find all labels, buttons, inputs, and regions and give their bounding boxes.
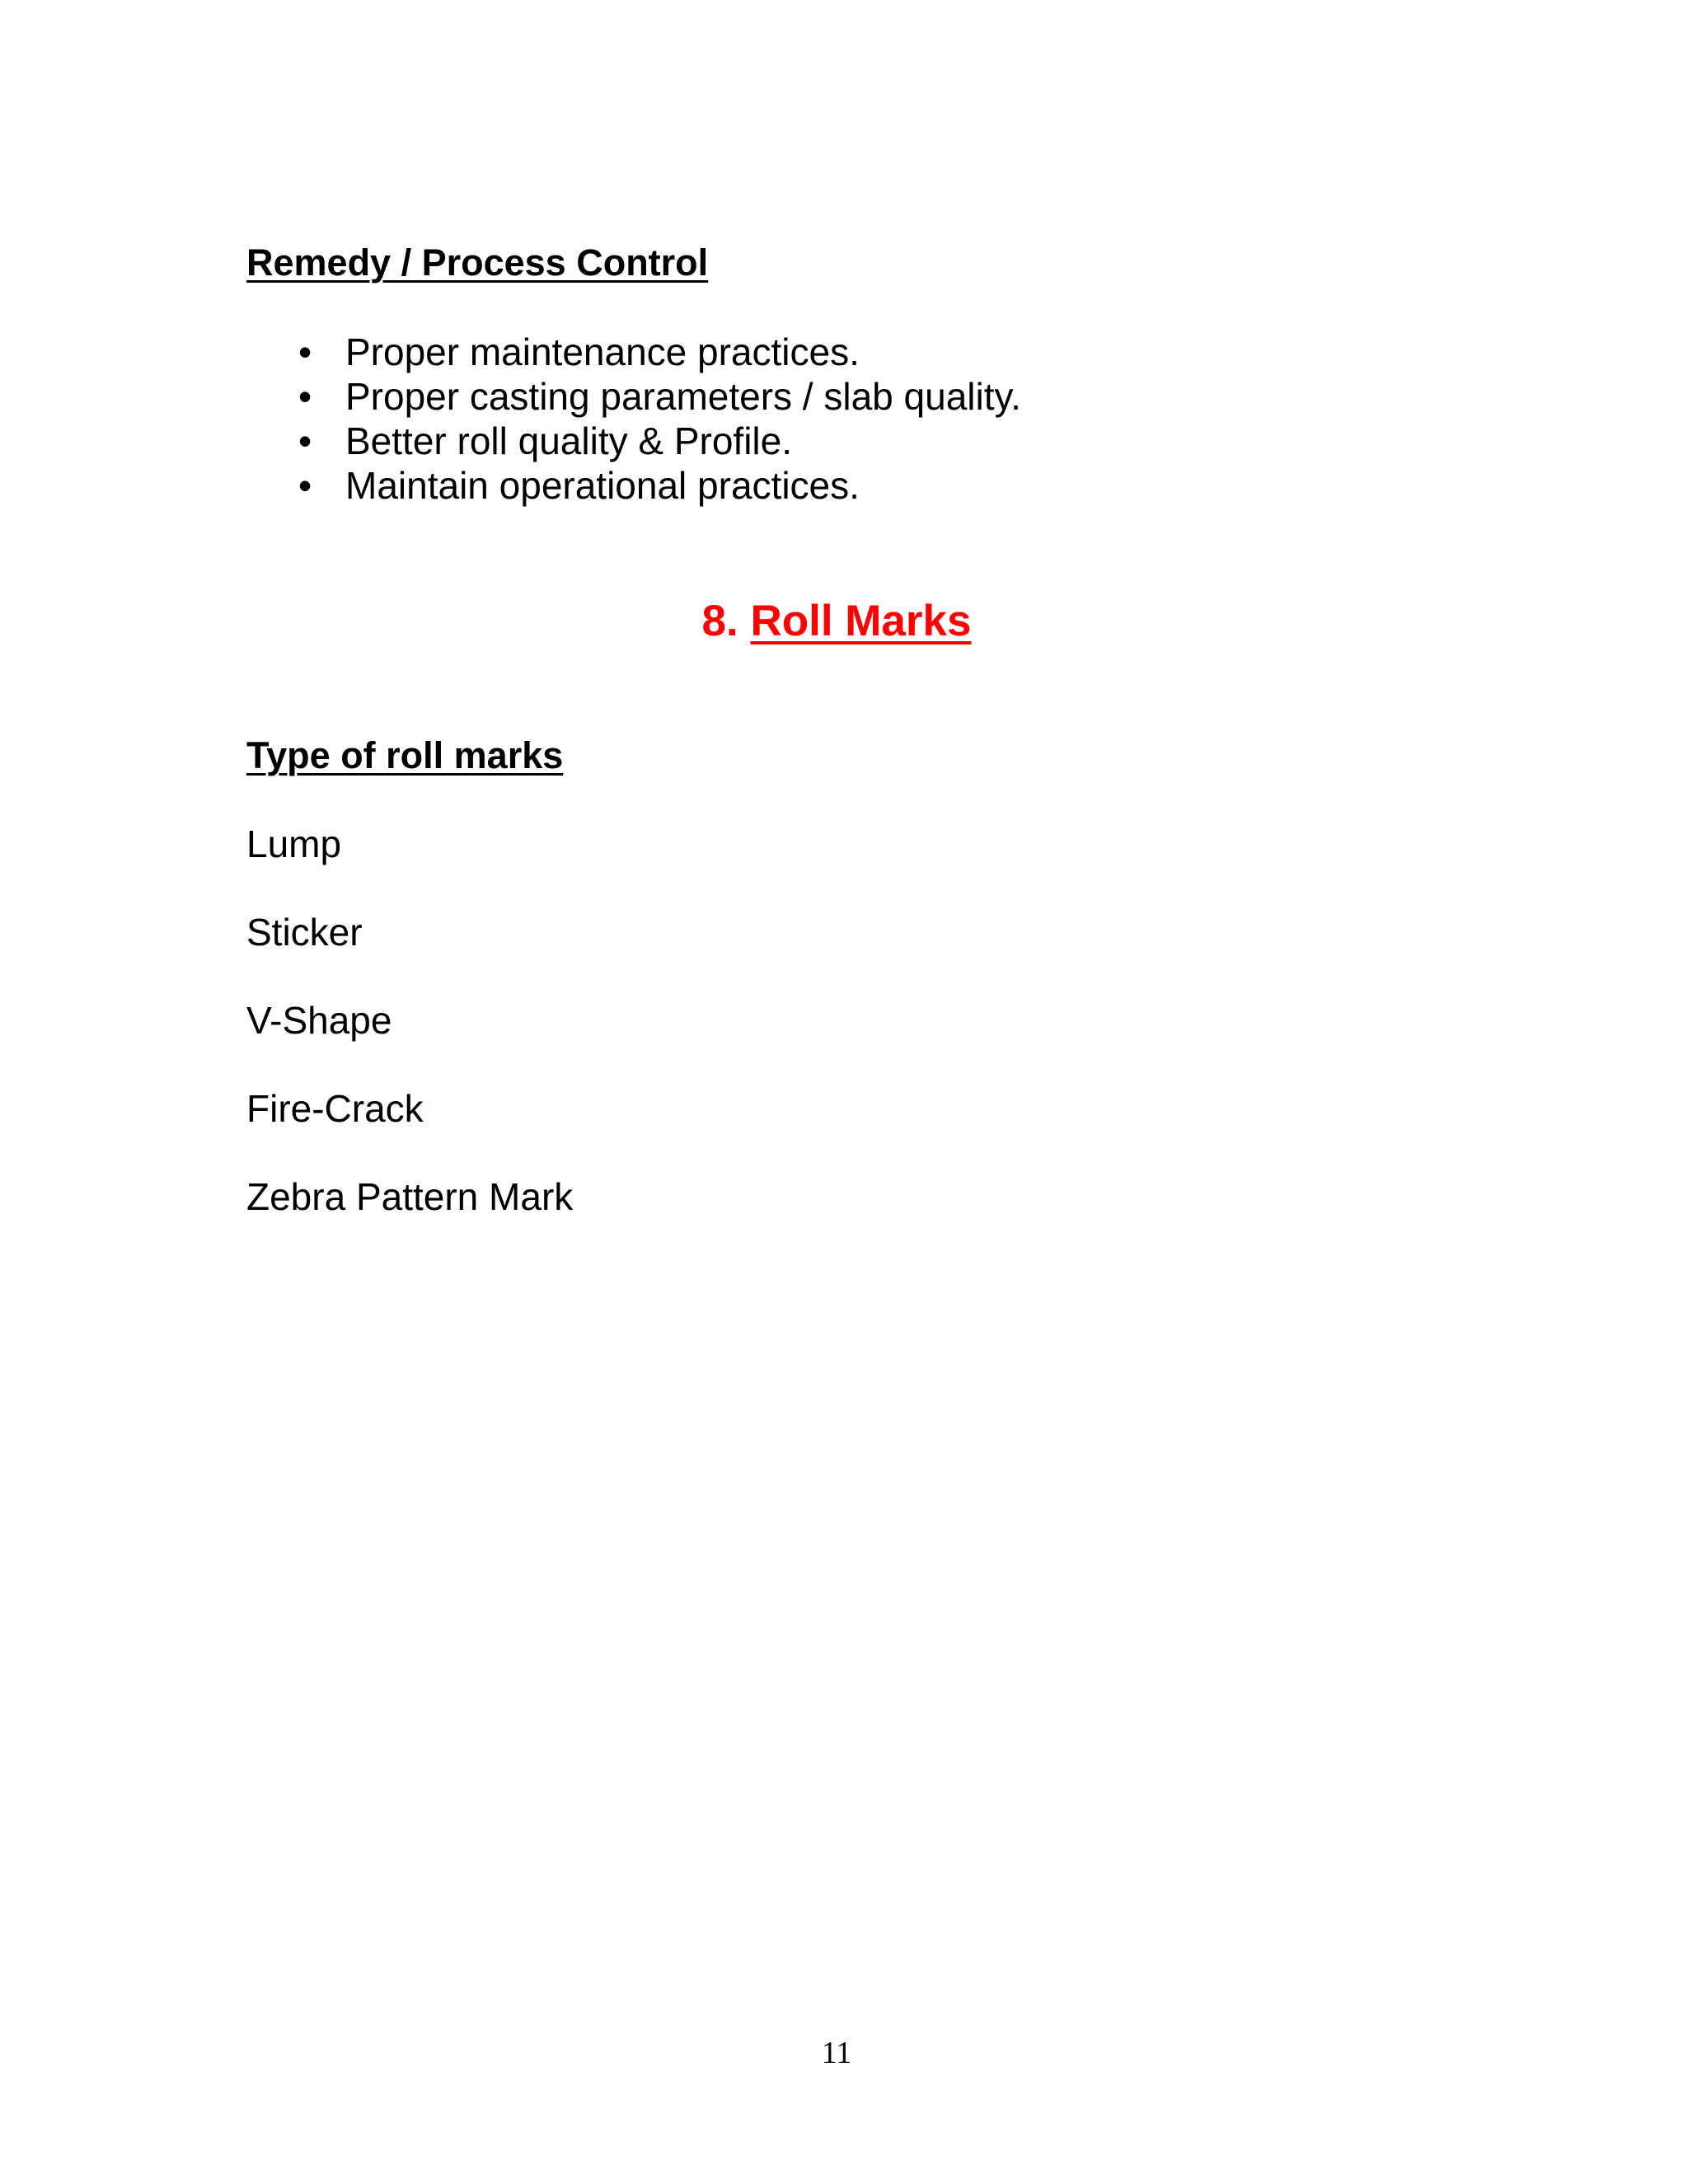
roll-mark-type-item: Lump (246, 823, 342, 865)
page-number: 11 (821, 2036, 852, 2070)
section-number: 8. (701, 597, 738, 645)
remedy-list (293, 330, 1021, 508)
list-item-text: Maintain operational practices. (345, 464, 860, 507)
roll-mark-type-item: V-Shape (246, 999, 392, 1042)
list-item-text: Proper maintenance practices. (345, 330, 860, 373)
bullet-icon: • (298, 464, 312, 507)
bullet-icon: • (298, 330, 312, 373)
list-item (293, 419, 1021, 463)
list-item (293, 374, 1021, 419)
list-item (293, 330, 1021, 374)
roll-marks-types-heading: Type of roll marks (246, 734, 564, 776)
list-item (293, 463, 1021, 508)
roll-mark-type-item: Zebra Pattern Mark (246, 1175, 574, 1218)
section-title (0, 595, 1673, 648)
remedy-heading: Remedy / Process Control (246, 241, 709, 284)
list-item-text: Better roll quality & Profile. (345, 419, 793, 462)
roll-mark-type-item: Sticker (246, 911, 363, 954)
bullet-icon: • (298, 375, 312, 418)
bullet-icon: • (298, 419, 312, 462)
list-item-text: Proper casting parameters / slab quality. (345, 375, 1021, 418)
roll-mark-type-item: Fire-Crack (246, 1087, 424, 1130)
section-title-text: Roll Marks (750, 597, 972, 645)
